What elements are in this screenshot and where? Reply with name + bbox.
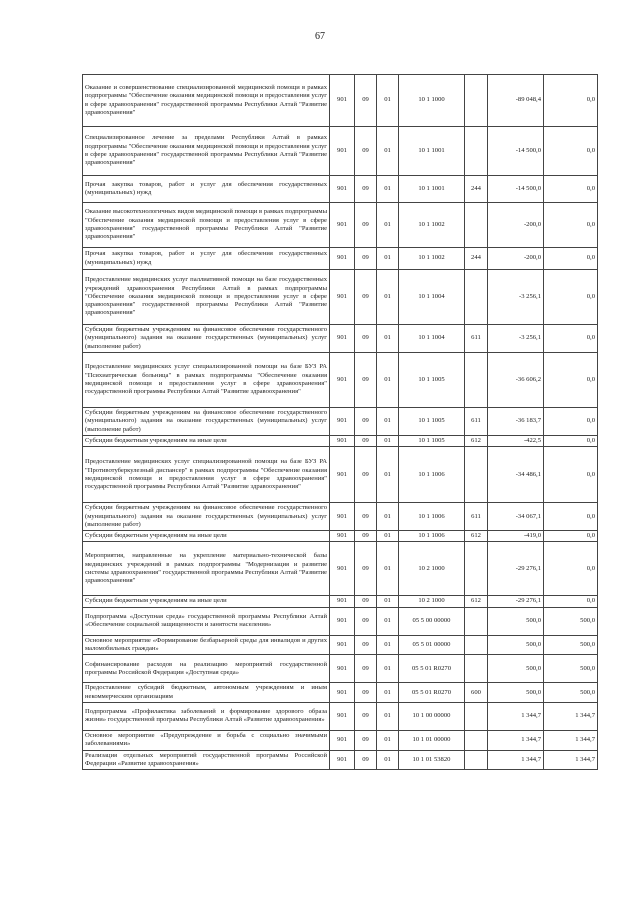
- target-article-cell: 10 1 1006: [399, 447, 465, 503]
- table-row: [83, 730, 598, 750]
- subsection-code-cell: 01: [377, 542, 399, 596]
- amount-year2-cell: 0,0: [544, 503, 598, 531]
- row-description: Основное мероприятие «Предупреждение и борьба с социально значимыми заболеваниями»: [83, 730, 330, 750]
- subsection-code-cell: 01: [377, 127, 399, 176]
- row-description: Субсидии бюджетным учреждениям на иные цели: [83, 531, 330, 542]
- amount-year1-cell: -89 048,4: [488, 75, 544, 127]
- amount-year1-cell: -200,0: [488, 248, 544, 270]
- subsection-code-cell: 01: [377, 325, 399, 353]
- section-code-cell: 09: [355, 408, 377, 436]
- ministry-code-cell: 901: [330, 408, 355, 436]
- amount-year2-cell: 0,0: [544, 127, 598, 176]
- amount-year2-cell: 0,0: [544, 75, 598, 127]
- row-description: Субсидии бюджетным учреждениям на финансовое обеспечение государственного (муниципального) задания на оказание государственных (муниципальных) услуг (выполнение работ): [83, 408, 330, 436]
- subsection-code-cell: 01: [377, 75, 399, 127]
- target-article-cell: 05 5 01 00000: [399, 635, 465, 655]
- table-row: [83, 270, 598, 325]
- ministry-code-cell: 901: [330, 203, 355, 248]
- section-code-cell: 09: [355, 702, 377, 730]
- ministry-code-cell: 901: [330, 503, 355, 531]
- ministry-code-cell: 901: [330, 683, 355, 703]
- table-row: [83, 683, 598, 703]
- expense-type-cell: 611: [465, 408, 488, 436]
- amount-year2-cell: 0,0: [544, 408, 598, 436]
- target-article-cell: 10 1 1004: [399, 325, 465, 353]
- target-article-cell: 10 1 1000: [399, 75, 465, 127]
- subsection-code-cell: 01: [377, 176, 399, 203]
- amount-year1-cell: -34 067,1: [488, 503, 544, 531]
- ministry-code-cell: 901: [330, 542, 355, 596]
- subsection-code-cell: 01: [377, 596, 399, 607]
- amount-year1-cell: 1 344,7: [488, 702, 544, 730]
- subsection-code-cell: 01: [377, 607, 399, 635]
- subsection-code-cell: 01: [377, 203, 399, 248]
- subsection-code-cell: 01: [377, 436, 399, 447]
- amount-year2-cell: 0,0: [544, 531, 598, 542]
- row-description: Оказание и совершенствование специализированной медицинской помощи в рамках подпрограммы "Обеспечение оказания медицинской помощи и предоставления услуг в сфере здравоохранения" государственной программы Республики Алтай "Развитие здравоохранения": [83, 75, 330, 127]
- amount-year1-cell: -3 256,1: [488, 270, 544, 325]
- target-article-cell: 10 1 01 53820: [399, 750, 465, 770]
- expense-type-cell: [465, 270, 488, 325]
- row-description: Мероприятия, направленные на укрепление материально-технической базы медицинских учреждений в рамках подпрограммы "Модернизация и развитие системы здравоохранения" государственной программы Республики Алтай "Развитие здравоохранения": [83, 542, 330, 596]
- expense-type-cell: [465, 730, 488, 750]
- target-article-cell: 05 5 00 00000: [399, 607, 465, 635]
- amount-year1-cell: 500,0: [488, 683, 544, 703]
- subsection-code-cell: 01: [377, 683, 399, 703]
- ministry-code-cell: 901: [330, 655, 355, 683]
- section-code-cell: 09: [355, 248, 377, 270]
- row-description: Субсидии бюджетным учреждениям на иные цели: [83, 596, 330, 607]
- amount-year2-cell: 500,0: [544, 635, 598, 655]
- row-description: Оказание высокотехнологичных видов медицинской помощи в рамках подпрограммы "Обеспечение оказания медицинской помощи и предоставления услуг в сфере здравоохранения" государственной программы Республики Алтай "Развитие здравоохранения": [83, 203, 330, 248]
- row-description: Субсидии бюджетным учреждениям на иные цели: [83, 436, 330, 447]
- amount-year1-cell: -3 256,1: [488, 325, 544, 353]
- table-row: [83, 248, 598, 270]
- row-description: Субсидии бюджетным учреждениям на финансовое обеспечение государственного (муниципального) задания на оказание государственных (муниципальных) услуг (выполнение работ): [83, 503, 330, 531]
- amount-year1-cell: 500,0: [488, 655, 544, 683]
- target-article-cell: 05 5 01 R0270: [399, 683, 465, 703]
- row-description: Предоставление медицинских услуг специализированной помощи на базе БУЗ РА "Психиатрическая больница" в рамках подпрограммы "Обеспечение оказания медицинской помощи и предоставления услуг в сфере здравоохранения" государственной программы Республики Алтай "Развитие здравоохранения": [83, 353, 330, 408]
- target-article-cell: 10 1 1006: [399, 531, 465, 542]
- table-row: [83, 531, 598, 542]
- subsection-code-cell: 01: [377, 408, 399, 436]
- expense-type-cell: 611: [465, 503, 488, 531]
- subsection-code-cell: 01: [377, 730, 399, 750]
- section-code-cell: 09: [355, 436, 377, 447]
- amount-year1-cell: -200,0: [488, 203, 544, 248]
- table-row: [83, 596, 598, 607]
- table-row: [83, 655, 598, 683]
- target-article-cell: 10 1 1002: [399, 203, 465, 248]
- ministry-code-cell: 901: [330, 635, 355, 655]
- ministry-code-cell: 901: [330, 353, 355, 408]
- row-description: Специализированное лечение за пределами Республики Алтай в рамках подпрограммы "Обеспечение оказания медицинской помощи и предоставления услуг в сфере здравоохранения" государственной программы Республики Алтай "Развитие здравоохранения": [83, 127, 330, 176]
- expense-type-cell: [465, 607, 488, 635]
- page-number: 67: [315, 31, 325, 42]
- section-code-cell: 09: [355, 127, 377, 176]
- table-row: [83, 176, 598, 203]
- subsection-code-cell: 01: [377, 503, 399, 531]
- ministry-code-cell: 901: [330, 607, 355, 635]
- row-description: Субсидии бюджетным учреждениям на финансовое обеспечение государственного (муниципального) задания на оказание государственных (муниципальных) услуг (выполнение работ): [83, 325, 330, 353]
- amount-year2-cell: 0,0: [544, 325, 598, 353]
- row-description: Подпрограмма «Доступная среда» государственной программы Республики Алтай «Обеспечение социальной защищенности и занятости населения»: [83, 607, 330, 635]
- expense-type-cell: [465, 353, 488, 408]
- row-description: Софинансирование расходов на реализацию мероприятий государственной программы Российской Федерации «Доступная среда»: [83, 655, 330, 683]
- amount-year2-cell: 1 344,7: [544, 702, 598, 730]
- expense-type-cell: 611: [465, 325, 488, 353]
- ministry-code-cell: 901: [330, 750, 355, 770]
- amount-year2-cell: 0,0: [544, 353, 598, 408]
- table-body: [83, 75, 598, 770]
- table-row: [83, 607, 598, 635]
- table-row: [83, 325, 598, 353]
- ministry-code-cell: 901: [330, 75, 355, 127]
- section-code-cell: 09: [355, 353, 377, 408]
- amount-year2-cell: 0,0: [544, 248, 598, 270]
- section-code-cell: 09: [355, 270, 377, 325]
- section-code-cell: 09: [355, 531, 377, 542]
- target-article-cell: 05 5 01 R0270: [399, 655, 465, 683]
- table-row: [83, 542, 598, 596]
- expense-type-cell: 612: [465, 531, 488, 542]
- row-description: Основное мероприятие «Формирование безбарьерной среды для инвалидов и других маломобильных граждан»: [83, 635, 330, 655]
- section-code-cell: 09: [355, 607, 377, 635]
- subsection-code-cell: 01: [377, 635, 399, 655]
- section-code-cell: 09: [355, 176, 377, 203]
- target-article-cell: 10 1 1002: [399, 248, 465, 270]
- amount-year1-cell: 500,0: [488, 635, 544, 655]
- target-article-cell: 10 1 01 00000: [399, 730, 465, 750]
- table-row: [83, 503, 598, 531]
- expense-type-cell: 244: [465, 176, 488, 203]
- expense-type-cell: [465, 702, 488, 730]
- target-article-cell: 10 1 1006: [399, 503, 465, 531]
- amount-year1-cell: 1 344,7: [488, 750, 544, 770]
- expense-type-cell: [465, 127, 488, 176]
- subsection-code-cell: 01: [377, 702, 399, 730]
- amount-year1-cell: -29 276,1: [488, 596, 544, 607]
- table-row: [83, 408, 598, 436]
- subsection-code-cell: 01: [377, 655, 399, 683]
- ministry-code-cell: 901: [330, 531, 355, 542]
- amount-year2-cell: 0,0: [544, 270, 598, 325]
- table-row: [83, 127, 598, 176]
- amount-year2-cell: 500,0: [544, 607, 598, 635]
- amount-year2-cell: 0,0: [544, 203, 598, 248]
- target-article-cell: 10 2 1000: [399, 542, 465, 596]
- amount-year1-cell: 1 344,7: [488, 730, 544, 750]
- amount-year1-cell: -34 486,1: [488, 447, 544, 503]
- row-description: Предоставление медицинских услуг паллиативной помощи на базе государственных учреждений здравоохранения Республики Алтай в рамках подпрограммы "Обеспечение оказания медицинской помощи и предоставления услуг в сфере здравоохранения" государственной программы Республики Алтай "Развитие здравоохранения": [83, 270, 330, 325]
- amount-year2-cell: 500,0: [544, 683, 598, 703]
- subsection-code-cell: 01: [377, 750, 399, 770]
- ministry-code-cell: 901: [330, 447, 355, 503]
- amount-year2-cell: 500,0: [544, 655, 598, 683]
- row-description: Подпрограмма «Профилактика заболеваний и формирование здорового образа жизни» государственной программы Республики Алтай «Развитие здравоохранения»: [83, 702, 330, 730]
- amount-year2-cell: 0,0: [544, 542, 598, 596]
- ministry-code-cell: 901: [330, 127, 355, 176]
- subsection-code-cell: 01: [377, 270, 399, 325]
- expense-type-cell: 612: [465, 596, 488, 607]
- expense-type-cell: [465, 203, 488, 248]
- subsection-code-cell: 01: [377, 447, 399, 503]
- expense-type-cell: 244: [465, 248, 488, 270]
- row-description: Предоставление субсидий бюджетным, автономным учреждениям и иным некоммерческим организациям: [83, 683, 330, 703]
- ministry-code-cell: 901: [330, 248, 355, 270]
- row-description: Прочая закупка товаров, работ и услуг для обеспечения государственных (муниципальных) нужд: [83, 248, 330, 270]
- section-code-cell: 09: [355, 75, 377, 127]
- expense-type-cell: [465, 635, 488, 655]
- amount-year2-cell: 0,0: [544, 596, 598, 607]
- ministry-code-cell: 901: [330, 436, 355, 447]
- section-code-cell: 09: [355, 447, 377, 503]
- amount-year1-cell: -422,5: [488, 436, 544, 447]
- table-row: [83, 75, 598, 127]
- target-article-cell: 10 1 1005: [399, 353, 465, 408]
- budget-table: [82, 74, 598, 770]
- expense-type-cell: [465, 655, 488, 683]
- amount-year2-cell: 1 344,7: [544, 750, 598, 770]
- amount-year1-cell: -29 276,1: [488, 542, 544, 596]
- section-code-cell: 09: [355, 503, 377, 531]
- table-row: [83, 447, 598, 503]
- expense-type-cell: 600: [465, 683, 488, 703]
- table-row: [83, 353, 598, 408]
- target-article-cell: 10 1 1005: [399, 436, 465, 447]
- target-article-cell: 10 2 1000: [399, 596, 465, 607]
- table-row: [83, 436, 598, 447]
- amount-year1-cell: -419,0: [488, 531, 544, 542]
- section-code-cell: 09: [355, 596, 377, 607]
- amount-year2-cell: 1 344,7: [544, 730, 598, 750]
- expense-type-cell: 612: [465, 436, 488, 447]
- expense-type-cell: [465, 750, 488, 770]
- section-code-cell: 09: [355, 683, 377, 703]
- ministry-code-cell: 901: [330, 176, 355, 203]
- section-code-cell: 09: [355, 203, 377, 248]
- amount-year2-cell: 0,0: [544, 447, 598, 503]
- table-row: [83, 635, 598, 655]
- amount-year1-cell: -14 500,0: [488, 176, 544, 203]
- row-description: Реализация отдельных мероприятий государственной программы Российской Федерации «Развитие здравоохранения»: [83, 750, 330, 770]
- amount-year1-cell: -36 606,2: [488, 353, 544, 408]
- ministry-code-cell: 901: [330, 325, 355, 353]
- section-code-cell: 09: [355, 750, 377, 770]
- table-row: [83, 203, 598, 248]
- amount-year1-cell: 500,0: [488, 607, 544, 635]
- expense-type-cell: [465, 447, 488, 503]
- amount-year1-cell: -36 183,7: [488, 408, 544, 436]
- subsection-code-cell: 01: [377, 353, 399, 408]
- expense-type-cell: [465, 75, 488, 127]
- section-code-cell: 09: [355, 730, 377, 750]
- ministry-code-cell: 901: [330, 270, 355, 325]
- expense-type-cell: [465, 542, 488, 596]
- ministry-code-cell: 901: [330, 730, 355, 750]
- target-article-cell: 10 1 1001: [399, 127, 465, 176]
- table-row: [83, 702, 598, 730]
- section-code-cell: 09: [355, 325, 377, 353]
- section-code-cell: 09: [355, 635, 377, 655]
- ministry-code-cell: 901: [330, 596, 355, 607]
- amount-year1-cell: -14 500,0: [488, 127, 544, 176]
- amount-year2-cell: 0,0: [544, 176, 598, 203]
- subsection-code-cell: 01: [377, 531, 399, 542]
- section-code-cell: 09: [355, 542, 377, 596]
- row-description: Предоставление медицинских услуг специализированной помощи на базе БУЗ РА "Противотуберкулезный диспансер" в рамках подпрограммы "Обеспечение оказания медицинской помощи и предоставления услуг в сфере здравоохранения" государственной программы Республики Алтай "Развитие здравоохранения": [83, 447, 330, 503]
- target-article-cell: 10 1 00 00000: [399, 702, 465, 730]
- target-article-cell: 10 1 1001: [399, 176, 465, 203]
- amount-year2-cell: 0,0: [544, 436, 598, 447]
- section-code-cell: 09: [355, 655, 377, 683]
- target-article-cell: 10 1 1004: [399, 270, 465, 325]
- target-article-cell: 10 1 1005: [399, 408, 465, 436]
- ministry-code-cell: 901: [330, 702, 355, 730]
- row-description: Прочая закупка товаров, работ и услуг для обеспечения государственных (муниципальных) нужд: [83, 176, 330, 203]
- table-row: [83, 750, 598, 770]
- subsection-code-cell: 01: [377, 248, 399, 270]
